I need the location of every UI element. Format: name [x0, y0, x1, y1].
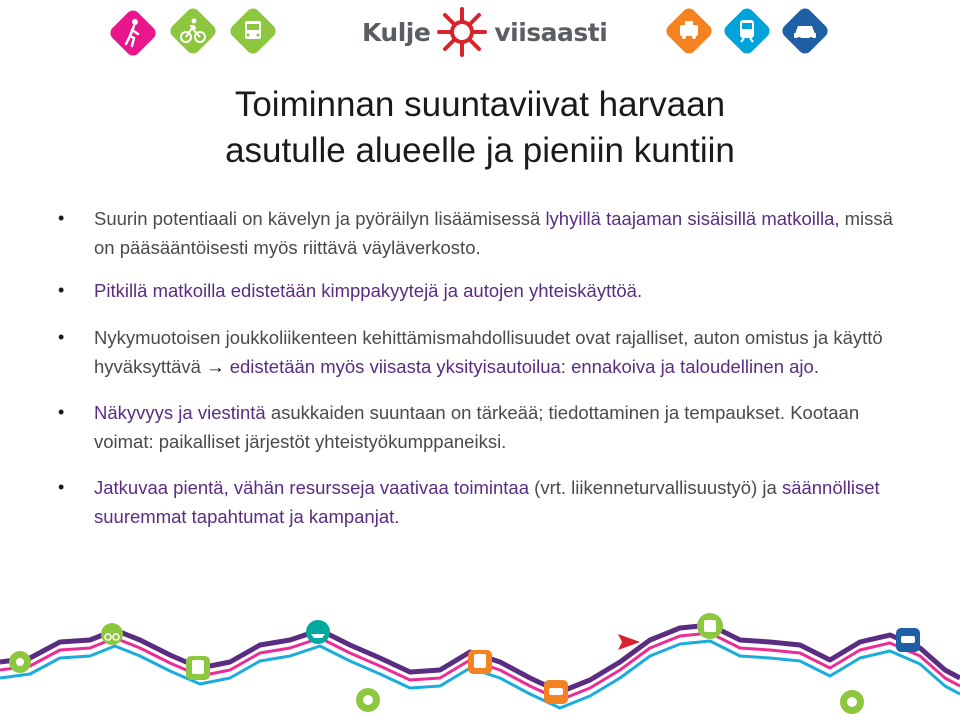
- bicycle-icon: [168, 6, 218, 56]
- bullet-3-text-a: Nykymuotoisen joukkoliikenteen kehittämismahdollisuudet ovat rajalliset, auton omistus ja käyttö hyväksyttävä: [94, 327, 883, 377]
- bullet-5-text: (vrt. liikenneturvallisuustyö) ja: [529, 477, 782, 498]
- sun-icon: [356, 688, 380, 712]
- sun-icon: [840, 690, 864, 714]
- bullet-3-highlight: edistetään myös viisasta yksityisautoilua: ennakoiva ja taloudellinen ajo.: [224, 356, 819, 377]
- tram-icon: [697, 613, 723, 639]
- bullet-1: [58, 204, 918, 262]
- bullet-1-highlight: lyhyillä taajaman sisäisillä matkoilla,: [545, 208, 840, 229]
- title-line-1: Toiminnan suuntaviivat harvaan: [234, 85, 726, 124]
- bullet-4-highlight: Näkyvyys ja viestintä: [94, 402, 266, 423]
- ferry-icon: [306, 620, 330, 644]
- bullet-5-highlight-b: säännölliset suuremmat tapahtumat ja kampanjat.: [94, 477, 880, 527]
- walk-icon: [108, 8, 158, 58]
- transport-route-decoration: [0, 600, 960, 717]
- bullet-3: [58, 323, 918, 381]
- bicycle-icon: [101, 623, 123, 645]
- bullet-4-text: asukkaiden suuntaan on tärkeää; tiedottaminen ja tempaukset. Kootaan voimat: paikalliset järjestöt yhteistyökumppaneiksi.: [94, 402, 860, 452]
- bullet-1-text-b: missä on pääsääntöisesti myös riittävä väyläverkosto.: [94, 208, 893, 258]
- taxi-icon: [664, 6, 714, 56]
- title-line-2: asutulle alueelle ja pieniin kuntiin: [225, 131, 735, 170]
- car-icon: [780, 6, 830, 56]
- bullet-2-highlight: Pitkillä matkoilla edistetään kimppakyytejä ja autojen yhteiskäyttöä.: [94, 280, 643, 301]
- star-logo-icon: [436, 6, 488, 58]
- train-icon: [468, 650, 492, 674]
- bullet-4: [58, 398, 918, 456]
- logo-text-right: viisaasti: [494, 17, 608, 47]
- page-title: [0, 82, 960, 174]
- bullet-list: [58, 204, 918, 531]
- car-icon: [896, 628, 920, 652]
- logo-text-left: Kulje: [362, 17, 431, 47]
- bullet-1-text-a: Suurin potentiaali on kävelyn ja pyöräilyn lisäämisessä: [94, 208, 546, 229]
- train-icon: [722, 6, 772, 56]
- arrow-icon: →: [206, 356, 225, 377]
- bullet-5: [58, 473, 918, 531]
- bullet-5-highlight-a: Jatkuvaa pientä, vähän resursseja vaativaa toimintaa: [94, 477, 530, 498]
- bus-icon: [186, 656, 210, 680]
- kulje-viisaasti-logo: [362, 8, 607, 56]
- bullet-2: [58, 276, 918, 305]
- flower-icon: [9, 651, 31, 673]
- car-icon: [544, 680, 568, 704]
- bus-icon: [228, 6, 278, 56]
